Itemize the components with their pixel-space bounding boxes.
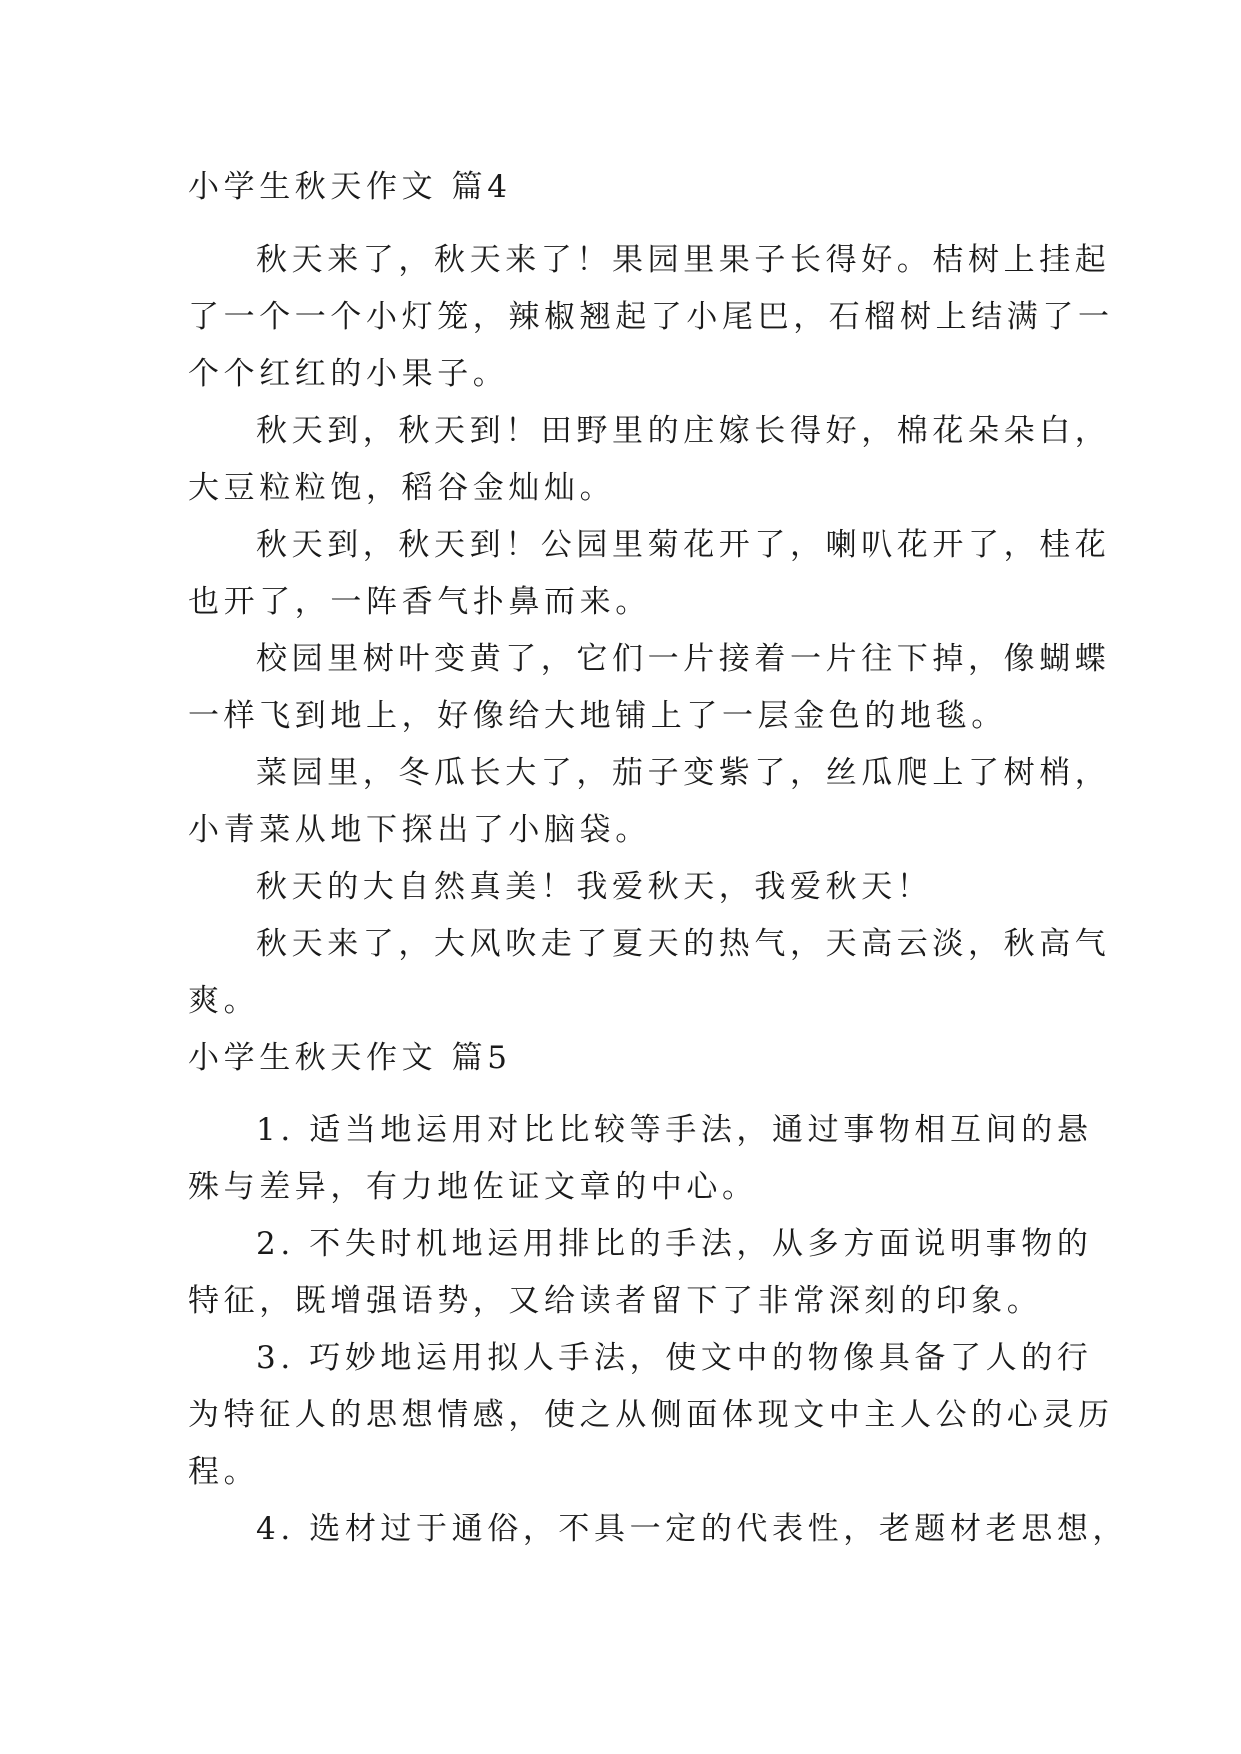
section-heading: 小学生秋天作文 篇5 [188, 1040, 512, 1076]
paragraph-line: 程。 [188, 1454, 260, 1490]
paragraph-line: 2. 不失时机地运用排比的手法，从多方面说明事物的 [256, 1226, 1093, 1262]
section-heading: 小学生秋天作文 篇4 [188, 169, 512, 205]
paragraph-line: 4. 选材过于通俗，不具一定的代表性，老题材老思想， [256, 1511, 1129, 1547]
paragraph-line: 秋天到，秋天到！公园里菊花开了，喇叭花开了，桂花 [256, 527, 1111, 563]
paragraph-line: 为特征人的思想情感，使之从侧面体现文中主人公的心灵历 [188, 1397, 1114, 1433]
paragraph-line: 1. 适当地运用对比比较等手法，通过事物相互间的悬 [256, 1112, 1093, 1148]
paragraph-line: 校园里树叶变黄了，它们一片接着一片往下掉，像蝴蝶 [256, 641, 1111, 677]
paragraph-line: 也开了，一阵香气扑鼻而来。 [188, 584, 651, 620]
paragraph-line: 菜园里，冬瓜长大了，茄子变紫了，丝瓜爬上了树梢， [256, 755, 1111, 791]
paragraph-line: 小青菜从地下探出了小脑袋。 [188, 812, 651, 848]
paragraph-line: 殊与差异，有力地佐证文章的中心。 [188, 1169, 758, 1205]
paragraph-line: 秋天来了，大风吹走了夏天的热气，天高云淡，秋高气 [256, 926, 1111, 962]
paragraph-line: 个个红红的小果子。 [188, 356, 509, 392]
paragraph-line: 了一个一个小灯笼，辣椒翘起了小尾巴，石榴树上结满了一 [188, 299, 1114, 335]
paragraph-line: 秋天来了，秋天来了！果园里果子长得好。桔树上挂起 [256, 242, 1111, 278]
paragraph-line: 特征，既增强语势，又给读者留下了非常深刻的印象。 [188, 1283, 1043, 1319]
paragraph-line: 3. 巧妙地运用拟人手法，使文中的物像具备了人的行 [256, 1340, 1093, 1376]
paragraph-line: 秋天的大自然真美！我爱秋天，我爱秋天！ [256, 869, 933, 905]
paragraph-line: 一样飞到地上，好像给大地铺上了一层金色的地毯。 [188, 698, 1007, 734]
paragraph-line: 大豆粒粒饱，稻谷金灿灿。 [188, 470, 616, 506]
paragraph-line: 秋天到，秋天到！田野里的庄嫁长得好，棉花朵朵白， [256, 413, 1111, 449]
paragraph-line: 爽。 [188, 983, 260, 1019]
